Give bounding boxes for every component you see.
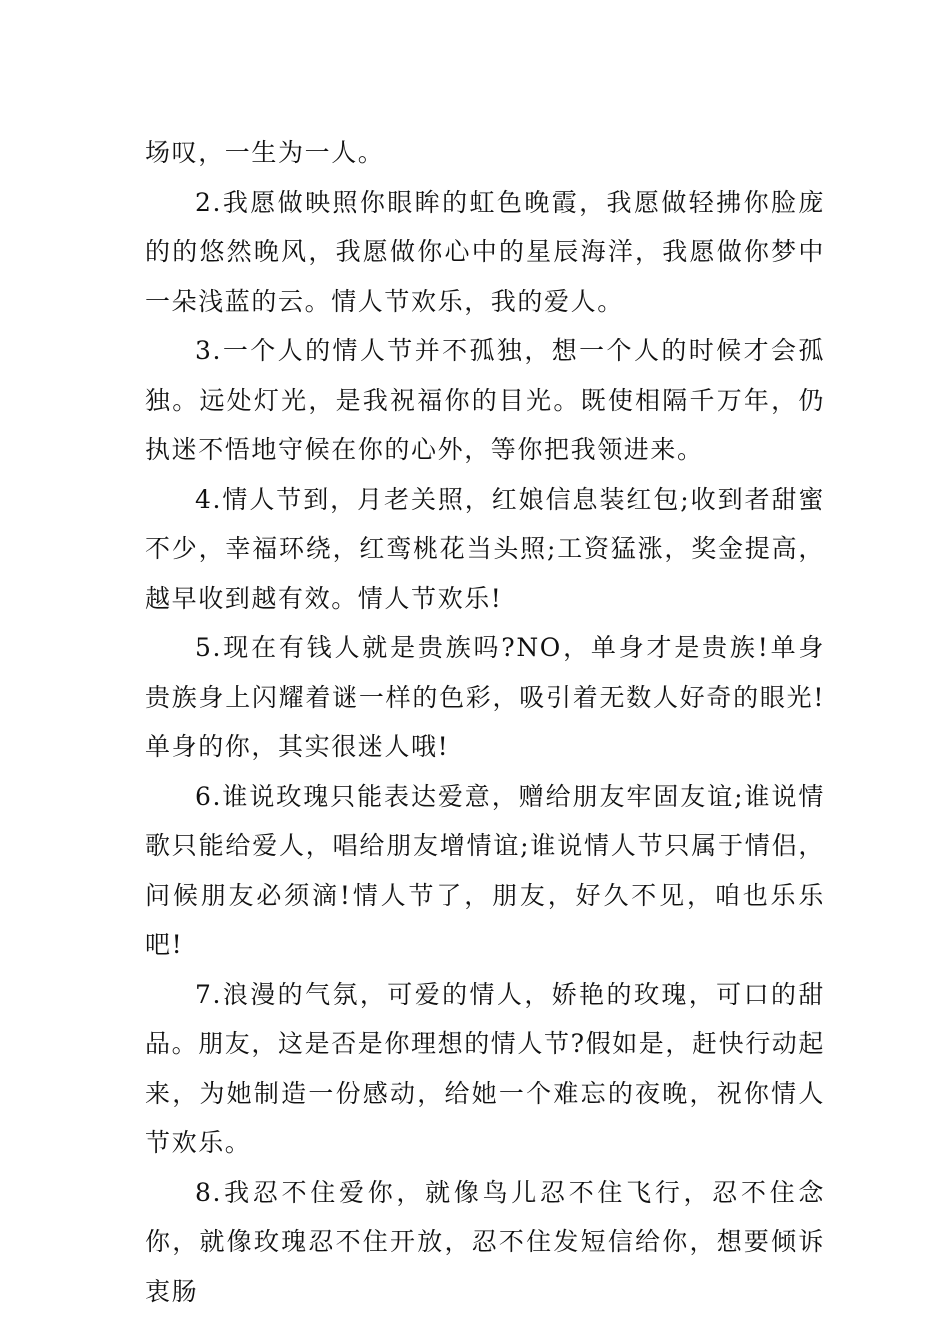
paragraph-6: 6.谁说玫瑰只能表达爱意，赠给朋友牢固友谊;谁说情歌只能给爱人，唱给朋友增情谊;谁说情人节只属于情侣，问候朋友必须滴!情人节了，朋友，好久不见，咱也乐乐吧! (145, 781, 825, 959)
paragraph-3: 3.一个人的情人节并不孤独，想一个人的时候才会孤独。远处灯光，是我祝福你的目光。既使相隔千万年，仍执迷不悟地守候在你的心外，等你把我领进来。 (145, 336, 825, 464)
paragraph-5: 5.现在有钱人就是贵族吗?NO，单身才是贵族!单身贵族身上闪耀着谜一样的色彩，吸引着无数人好奇的眼光!单身的你，其实很迷人哦! (145, 633, 825, 761)
document-body (145, 128, 825, 1316)
paragraph-4: 4.情人节到，月老关照，红娘信息装红包;收到者甜蜜不少，幸福环绕，红鸾桃花当头照;工资猛涨，奖金提高，越早收到越有效。情人节欢乐! (145, 484, 825, 613)
paragraph-8: 8.我忍不住爱你，就像鸟儿忍不住飞行，忍不住念你，就像玫瑰忍不住开放，忍不住发短信给你，想要倾诉衷肠 (145, 1177, 825, 1306)
paragraph-7: 7.浪漫的气氛，可爱的情人，娇艳的玫瑰，可口的甜品。朋友，这是否是你理想的情人节?假如是，赶快行动起来，为她制造一份感动，给她一个难忘的夜晚，祝你情人节欢乐。 (145, 979, 826, 1157)
paragraph-2: 2.我愿做映照你眼眸的虹色晚霞，我愿做轻拂你脸庞的的悠然晚风，我愿做你心中的星辰海洋，我愿做你梦中一朵浅蓝的云。情人节欢乐，我的爱人。 (145, 187, 825, 316)
paragraph-continued: 场叹，一生为一人。 (145, 138, 385, 167)
